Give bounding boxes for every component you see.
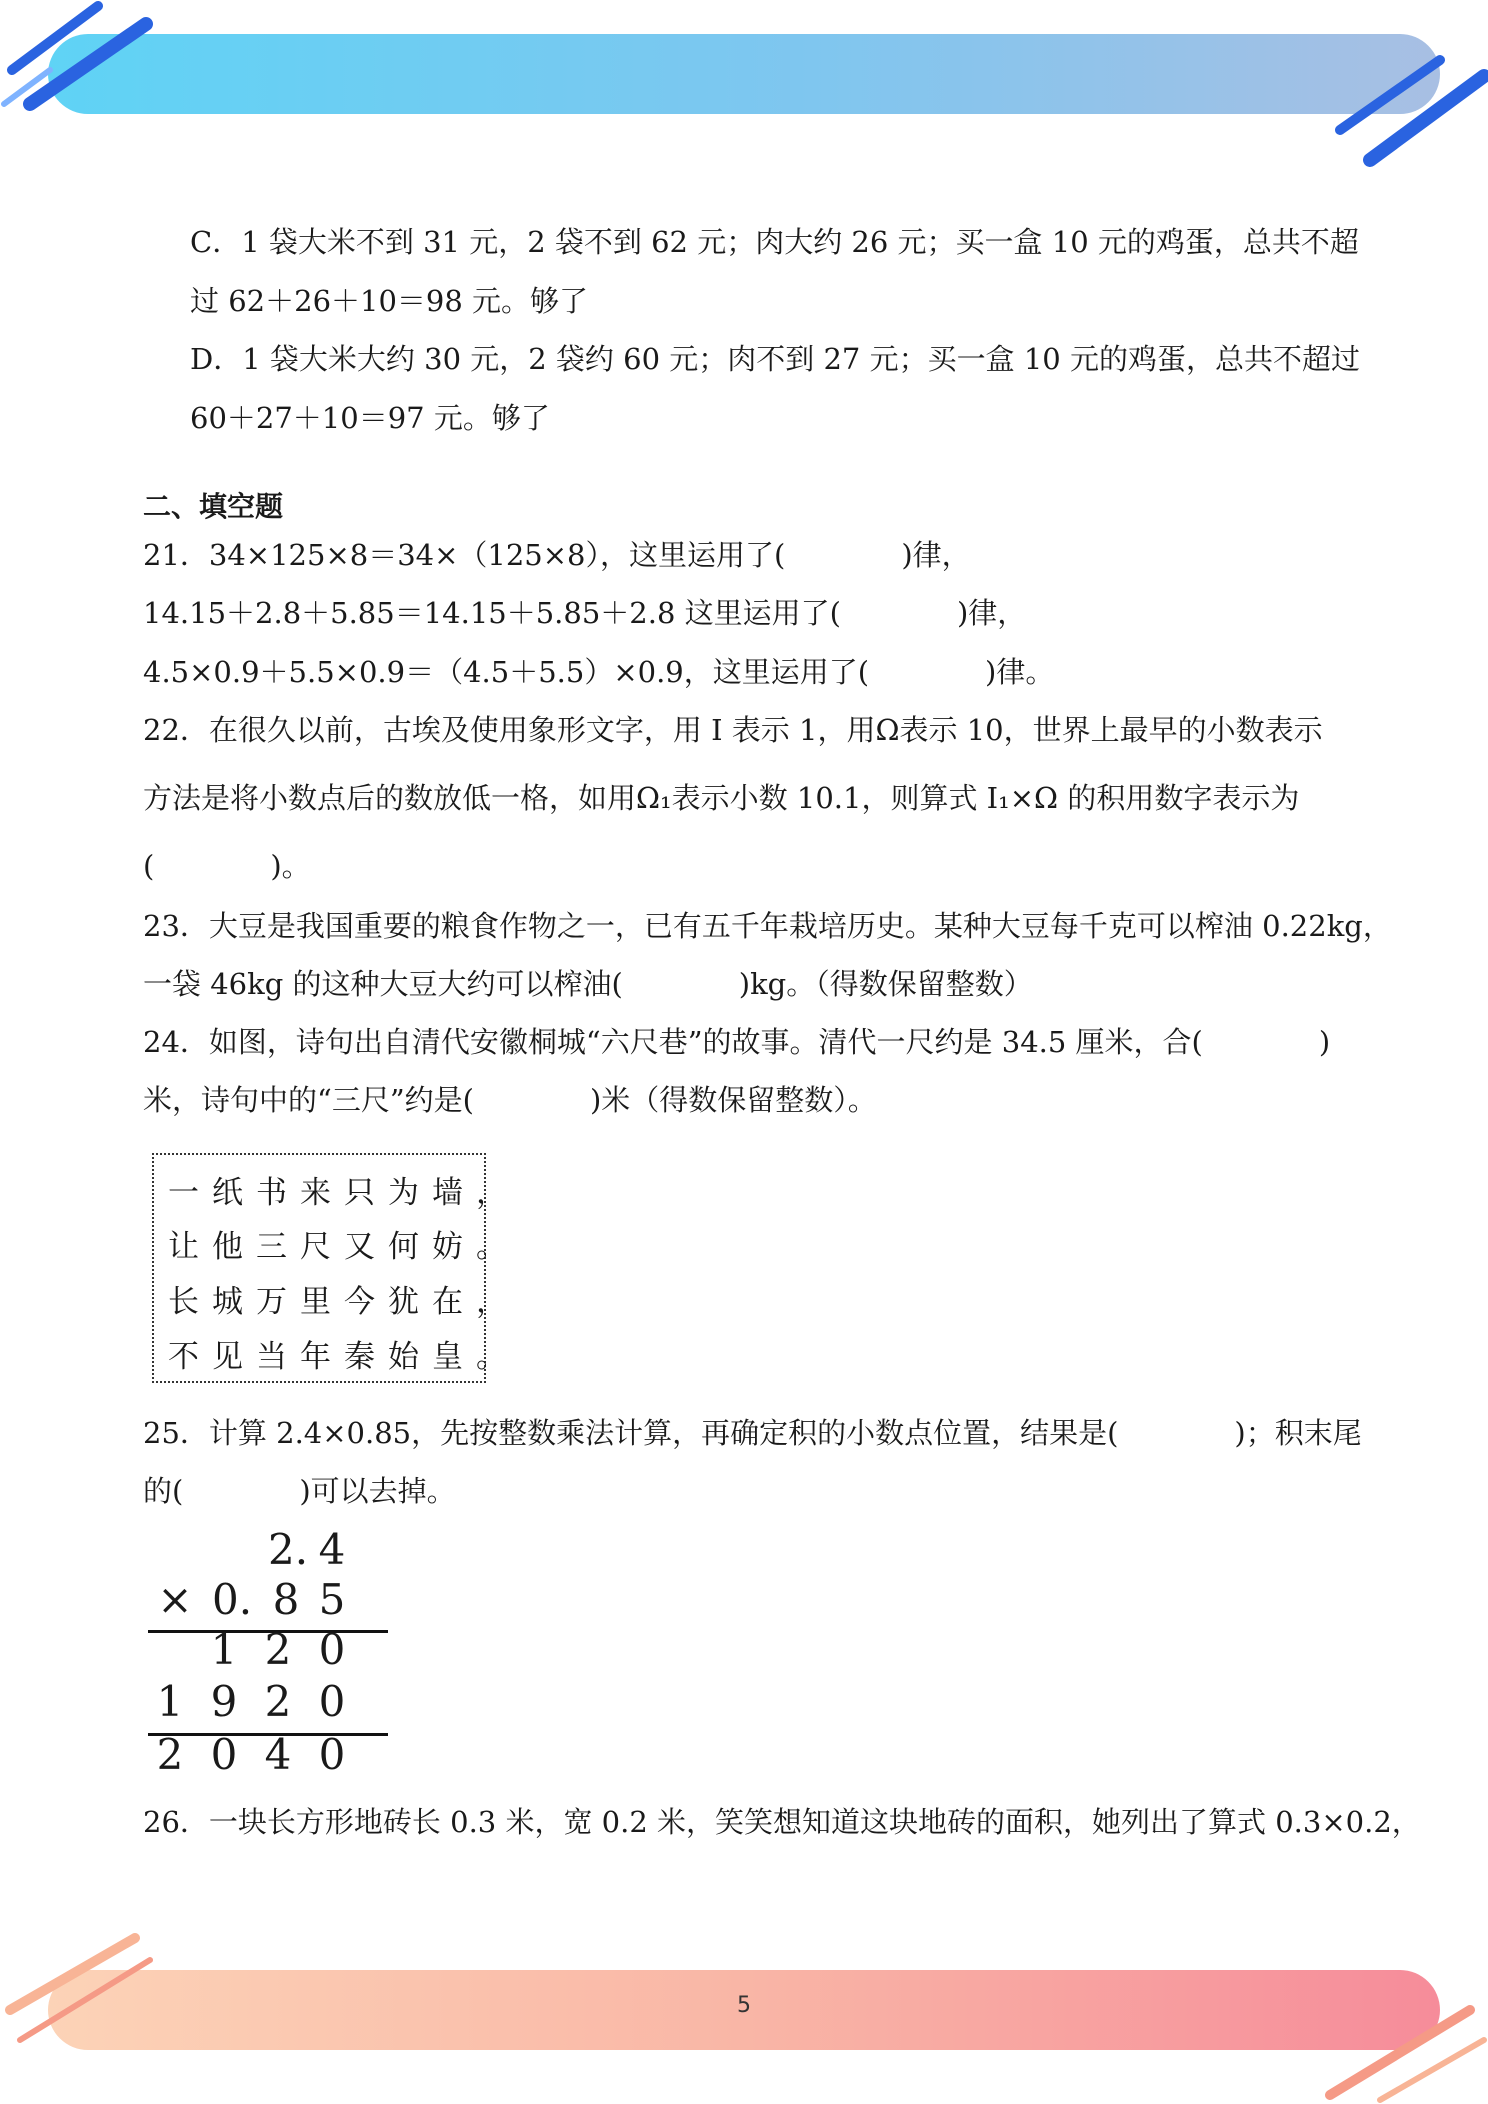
option-c-line2: 过 62＋26＋10＝98 元。够了 [190, 284, 589, 318]
option-d-line1: D．1 袋大米大约 30 元，2 袋约 60 元；肉不到 27 元；买一盒 10 元的鸡蛋，总共不超过 [190, 342, 1360, 376]
stripe-bottom-right-2 [1380, 2040, 1484, 2100]
q26-line1: 26．一块长方形地砖长 0.3 米，宽 0.2 米，笑笑想知道这块地砖的面积，她列出了算式 0.3×0.2， [143, 1805, 1421, 1839]
calc-row-4 [140, 1677, 360, 1727]
calc-digit: 0 [318, 1625, 346, 1674]
calc-digit: 1 [210, 1625, 238, 1674]
q22-line2: 方法是将小数点后的数放低一格，如用Ω₁表示小数 10.1，则算式 I₁×Ω 的积用数字表示为 [143, 781, 1300, 815]
q25-line2: 的( )可以去掉。 [143, 1474, 456, 1508]
q21-line1: 21．34×125×8＝34×（125×8），这里运用了( )律， [143, 538, 971, 572]
calc-digit: 4 [318, 1525, 346, 1574]
calc-digit: 2. [268, 1525, 309, 1574]
calc-digit: 2 [264, 1677, 292, 1726]
q23-line1: 23．大豆是我国重要的粮食作物之一，已有五千年栽培历史。某种大豆每千克可以榨油 0.22kg， [143, 909, 1392, 943]
section-title: 二、填空题 [143, 490, 284, 523]
q25-line1: 25．计算 2.4×0.85，先按整数乘法计算，再确定积的小数点位置，结果是( )；积末尾 [143, 1416, 1362, 1450]
vertical-multiplication [140, 1525, 380, 1785]
q24-line1: 24．如图，诗句出自清代安徽桐城“六尺巷”的故事。清代一尺约是 34.5 厘米，合( ) [143, 1025, 1331, 1059]
stripe-top-right-2 [1370, 76, 1484, 160]
calc-row-5 [140, 1730, 360, 1780]
calc-digit: 1 [156, 1677, 184, 1726]
poem-line-2: 让他三尺又何妨。 [168, 1229, 520, 1265]
poem-line-3: 长城万里今犹在， [168, 1284, 520, 1320]
page-number: 5 [737, 1993, 751, 2018]
calc-digit: 0 [318, 1730, 346, 1779]
stripe-bottom-right-1 [1330, 2010, 1470, 2095]
q22-line1: 22．在很久以前，古埃及使用象形文字，用 I 表示 1，用Ω表示 10，世界上最早的小数表示 [143, 713, 1323, 747]
calc-digit: 0 [210, 1730, 238, 1779]
calc-digit: 4 [264, 1730, 292, 1779]
calc-digit: 2 [156, 1730, 184, 1779]
calc-digit: 2 [264, 1625, 292, 1674]
calc-digit: 0. [212, 1575, 253, 1624]
calc-digit: 0 [318, 1677, 346, 1726]
q21-line2: 14.15＋2.8＋5.85＝14.15＋5.85＋2.8 这里运用了( )律， [143, 596, 1027, 630]
stripe-bottom-left-1 [10, 1938, 135, 2010]
stripe-top-left-2 [30, 24, 146, 104]
calc-row-3 [140, 1625, 360, 1675]
option-c-line1: C．1 袋大米不到 31 元，2 袋不到 62 元；肉大约 26 元；买一盒 10 元的鸡蛋，总共不超 [190, 225, 1359, 259]
poem-line-1: 一纸书来只为墙， [168, 1175, 520, 1211]
q22-line3: ( )。 [143, 849, 311, 883]
calc-digit: 5 [318, 1575, 346, 1624]
q24-line2: 米，诗句中的“三尺”约是( )米（得数保留整数）。 [143, 1083, 877, 1117]
calc-row-2 [140, 1575, 360, 1625]
poem-line-4: 不见当年秦始皇。 [168, 1339, 520, 1375]
option-d-line2: 60＋27＋10＝97 元。够了 [190, 401, 550, 435]
calc-digit: 8 [272, 1575, 300, 1624]
q21-line3: 4.5×0.9＋5.5×0.9＝（4.5＋5.5）×0.9，这里运用了( )律。 [143, 655, 1055, 689]
calc-digit: 9 [210, 1677, 238, 1726]
calc-operator: × [157, 1575, 193, 1624]
calc-row-1 [140, 1525, 360, 1575]
q23-line2: 一袋 46kg 的这种大豆大约可以榨油( )kg。（得数保留整数） [143, 967, 1033, 1001]
poem-box [152, 1153, 520, 1383]
